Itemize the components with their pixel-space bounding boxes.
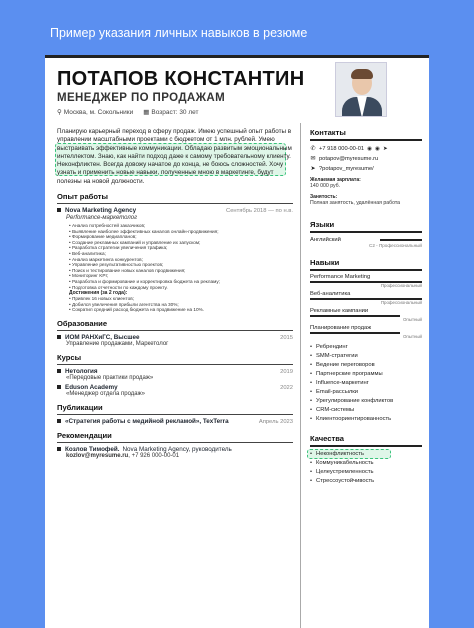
experience-date: Сентябрь 2018 — по н.в.	[226, 208, 293, 215]
employment-label: Занятость:	[310, 194, 338, 200]
list-item: • Разработка стратегии увеличения трафика;	[69, 245, 293, 251]
list-item: • Разработка и формирование и корректировка бюджета на рекламу;	[69, 279, 293, 285]
course-desc: «Менеджер отдела продаж»	[66, 390, 145, 397]
contacts-title: Контакты	[310, 128, 422, 141]
telegram-text[interactable]: ?potapov_myresume/	[319, 166, 374, 172]
square-bullet-icon	[57, 335, 61, 339]
course-name	[57, 384, 118, 391]
education-school	[57, 334, 139, 341]
publication-row	[57, 418, 293, 425]
publication-text: «Стратегия работы с медийной рекламой», TexTerra	[65, 417, 229, 425]
list-item: • Коммуникабельность	[310, 459, 422, 468]
education-year: 2015	[280, 334, 293, 341]
skill-name: Веб-аналитика	[310, 291, 351, 297]
qualities-list	[310, 450, 422, 486]
list-item: • Целеустремленность	[310, 468, 422, 477]
city-info	[57, 108, 133, 116]
publications-section	[57, 403, 293, 425]
age-info	[143, 108, 198, 116]
experience-position: Performance-маркетолог	[66, 215, 138, 222]
course-year: 2022	[280, 384, 293, 391]
email-text[interactable]: potapov@myresume.ru	[319, 156, 379, 162]
courses-title: Курсы	[57, 353, 293, 365]
course-row	[57, 384, 293, 391]
course-name-text: Eduson Academy	[65, 383, 118, 391]
list-item: • Добился увеличения прибыли агентства на 30%;	[69, 302, 293, 308]
course-row	[57, 368, 293, 375]
square-bullet-icon	[57, 369, 61, 373]
skills-list	[310, 343, 422, 424]
language-level-bar	[380, 239, 422, 241]
contact-telegram[interactable]	[310, 164, 422, 174]
calendar-icon: ▦	[143, 109, 150, 116]
list-item: • Email-рассылки	[310, 388, 422, 397]
summary-text: Планирую карьерный переход в сферу продаж. Имею успешный опыт работы в управлении масштабными проектами с бюджетом от 1 млн. рублей. Умею выстраивать эффективные коммуникации. Обладаю развитым эмоциональным интеллектом. Знаю, как найти подход даже к самому требовательному клиенту. Неконфликтен. Всегда довожу начатое до конца, не боюсь сложностей. Хочу узнать и применить новые навыки, полученные мною в маркетинге, будут полезны на новой должности.	[57, 128, 292, 185]
company-name: Nova Marketing Agency	[65, 207, 137, 215]
reference-contacts: kozlov@myresume.ru, +7 926 000-00-01	[66, 452, 180, 459]
education-title: Образование	[57, 319, 293, 331]
square-bullet-icon	[57, 419, 61, 423]
list-item: • Стрессоустойчивость	[310, 477, 422, 486]
list-item: • Мониторинг KPI;	[69, 273, 293, 279]
list-item: • Создание рекламных кампаний и управление их запуском;	[69, 240, 293, 246]
course-name	[57, 368, 98, 375]
employment-value: Полная занятость, удалённая работа	[310, 200, 401, 206]
telegram-icon: ➤	[383, 146, 388, 152]
avatar-photo	[335, 62, 387, 117]
column-divider	[300, 123, 301, 628]
contact-email[interactable]	[310, 154, 422, 164]
skill-name: Performance Marketing	[310, 274, 371, 280]
candidate-meta	[57, 108, 199, 116]
course-desc: «Передовые практики продаж»	[66, 374, 154, 381]
left-column	[57, 128, 293, 459]
education-header	[57, 334, 293, 341]
list-item: • Анализ потребностей заказчиков;	[69, 223, 293, 229]
reference-email[interactable]: kozlov@myresume.ru	[66, 452, 129, 459]
right-column	[310, 128, 422, 486]
experience-header	[57, 207, 293, 214]
list-item: • Выявление наиболее эффективных каналов онлайн-продвижения;	[69, 229, 293, 235]
whatsapp-icon: ◉	[367, 146, 373, 152]
phone-icon: ✆	[310, 146, 316, 152]
list-item: • Анализ маркетинга конкурентов;	[69, 257, 293, 263]
location-pin-icon: ⚲	[57, 109, 62, 116]
achievements-list	[69, 296, 293, 313]
list-item: • Ведение переговоров	[310, 361, 422, 370]
skill-level: Профессиональный	[380, 283, 422, 288]
resume-page	[45, 55, 429, 628]
experience-section	[57, 192, 293, 313]
list-item: • Партнерские программы	[310, 370, 422, 379]
publications-title: Публикации	[57, 403, 293, 415]
list-item: • Веб-аналитика;	[69, 251, 293, 257]
candidate-role: МЕНЕДЖЕР ПО ПРОДАЖАМ	[57, 92, 226, 104]
qualities-title: Качества	[310, 434, 422, 447]
reference-row	[57, 446, 293, 453]
skill-level: Профессиональный	[380, 300, 422, 305]
square-bullet-icon	[57, 447, 61, 451]
skill-name: Рекламные кампании	[310, 308, 369, 314]
experience-title: Опыт работы	[57, 192, 293, 204]
avatar-hair	[351, 69, 373, 79]
language-name: Английский	[310, 237, 341, 243]
education-section	[57, 319, 293, 347]
city-text: Москва, м. Сокольники	[63, 108, 134, 116]
banner-title: Пример указания личных навыков в резюме	[50, 26, 308, 40]
skill-level: Опытный	[403, 317, 422, 322]
reference-phone: +7 926 000-00-01	[131, 452, 180, 459]
list-item: • Клиентоориентированность	[310, 415, 422, 424]
list-item: • Influence-маркетинг	[310, 379, 422, 388]
contact-phone	[310, 144, 422, 154]
list-item: • Формирование медиапланов;	[69, 234, 293, 240]
list-item: • Привлек 16 новых клиентов;	[69, 296, 293, 302]
age-text: Возраст: 30 лет	[151, 108, 199, 116]
courses-section	[57, 353, 293, 397]
list-item: • Урегулирование конфликтов	[310, 397, 422, 406]
phone-text: +7 918 000-00-01	[319, 146, 365, 152]
skill-name: Планирование продаж	[310, 325, 372, 331]
reference-desc: Nova Marketing Agency, руководитель	[122, 445, 232, 453]
achievements-title: Достижения (за 2 года):	[69, 290, 128, 297]
language-level: C2 - Профессиональный	[369, 243, 422, 248]
reference-name: Козлов Тимофей.	[65, 445, 120, 453]
viber-icon: ◉	[375, 146, 381, 152]
references-title: Рекомендации	[57, 431, 293, 443]
course-year: 2019	[280, 368, 293, 375]
telegram-icon: ➤	[310, 166, 316, 172]
square-bullet-icon	[57, 208, 61, 212]
list-item: • Подготовка отчетности по каждому проекту.	[69, 285, 293, 291]
list-item: • Управление результативностью проектов;	[69, 262, 293, 268]
list-item: • Сократил средний расход бюджета на продвижение на 10%.	[69, 307, 293, 313]
salary-label: Желаемая зарплата:	[310, 177, 361, 183]
list-item: • CRM-системы	[310, 406, 422, 415]
square-bullet-icon	[57, 385, 61, 389]
summary-block	[57, 128, 293, 186]
experience-duties	[69, 223, 293, 290]
list-item: • Неконфликтность	[310, 450, 422, 459]
school-name: ИОМ РАНХиГС, Высшее	[65, 333, 140, 341]
references-section	[57, 431, 293, 459]
skills-title: Навыки	[310, 258, 422, 271]
list-item: • Ребрендинг	[310, 343, 422, 352]
candidate-name: ПОТАПОВ КОНСТАНТИН	[57, 68, 305, 90]
list-item: • SMM-стратегии	[310, 352, 422, 361]
skill-level: Опытный	[403, 334, 422, 339]
salary-value: 140 000 руб.	[310, 183, 341, 189]
publication-item	[57, 418, 229, 425]
reference-person	[57, 446, 120, 453]
experience-company	[57, 207, 136, 214]
course-name-text: Нетология	[65, 367, 98, 375]
languages-title: Языки	[310, 220, 422, 233]
list-item: • Поиск и тестирование новых каналов продвижения;	[69, 268, 293, 274]
education-field: Управление продажами, Маркетолог	[66, 340, 169, 347]
publication-date: Апрель 2023	[258, 418, 293, 425]
mail-icon: ✉	[310, 156, 316, 162]
top-accent-bar	[45, 55, 429, 58]
